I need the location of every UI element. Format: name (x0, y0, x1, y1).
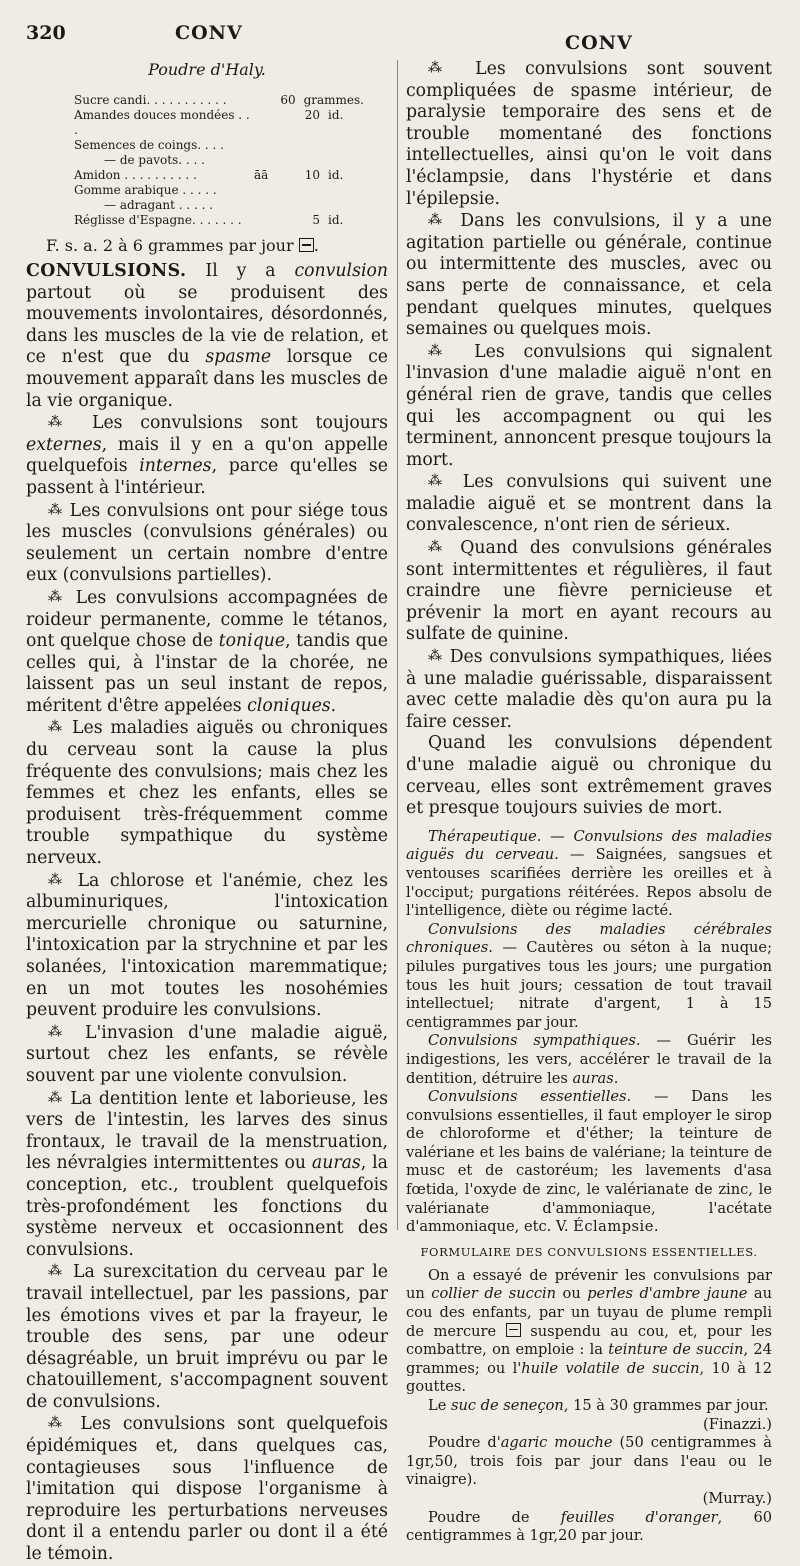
therapeutics-essential: Convulsions essentielles. — Dans les convulsions essentielles, il faut employer le sirop de chloroforme et d'éther; la teinture de valériane et les bains de valériane; la teinture de musc et de castoréum; les lavements d'asa fœtida, l'oxyde de zinc, le valérianate de zinc, le valérianate d'ammoniaque, l'acétate d'ammoniaque, etc. V. Éclampsie. (406, 1088, 772, 1236)
asterism-icon: ⁂ (48, 501, 64, 518)
asterism-icon: ⁂ (48, 719, 65, 736)
paragraph: ⁂ Les maladies aiguës ou chroniques du cerveau sont la cause la plus fréquente des convulsions; mais chez les femmes et chez les enfants, elles se produisent très-fréquemment comme trouble sympathique du système nerveux. (26, 718, 388, 869)
paragraph: ⁂ La surexcitation du cerveau par le travail intellectuel, par les passions, par les émotions vives et par la frayeur, le trouble des sens, par une odeur désagréable, un bruit imprévu ou par le chatouillement, s'accompagnent souvent de convulsions. (26, 1262, 389, 1412)
dosage-line: F. s. a. 2 à 6 grammes par jour . (46, 236, 319, 255)
asterism-icon: ⁂ (428, 539, 449, 556)
paragraph: ⁂ L'invasion d'une maladie aiguë, surtout chez les enfants, se révèle souvent par une violente convulsion. (26, 1022, 389, 1086)
recipe-row: Semences de coings. . . . (74, 138, 224, 152)
asterism-icon: ⁂ (428, 342, 456, 359)
section-title: FORMULAIRE DES CONVULSIONS ESSENTIELLES. (420, 1244, 758, 1259)
asterism-icon: ⁂ (48, 871, 68, 888)
paragraph: ⁂ Les convulsions ont pour siége tous les muscles (convulsions générales) ou seulement un certain nombre d'entre eux (convulsions partielles). (26, 500, 388, 586)
paragraph: ⁂ La dentition lente et laborieuse, les vers de l'intestin, les larves des sinus frontaux, le travail de la menstruation, les névralgies intermittentes ou auras, la conception, etc., troublent quelquefois très-profondément les fonctions du système nerveux et occasionnent des convulsions. (26, 1088, 389, 1260)
paragraph: ⁂ Les convulsions sont souvent compliquées de spasme intérieur, de paralysie temporaire des sens et de trouble momentané des fonctions intellectuelles, ainsi qu'on le voit dans l'éclampsie, dans l'hystérie et dans l'épilepsie. (406, 59, 772, 209)
paragraph: ⁂ Les convulsions sont toujours externes, mais il y en a qu'on appelle quelquefois internes, parce qu'elles se passent à l'intérieur. (26, 413, 388, 498)
asterism-icon: ⁂ (48, 588, 67, 605)
formulary-item: Poudre de feuilles d'oranger, 60 centigrammes à 1gr,20 par jour. (406, 1508, 773, 1545)
page-header (0, 18, 800, 54)
asterism-icon: ⁂ (48, 1089, 64, 1106)
running-head-right: CONV (565, 32, 633, 54)
asterism-icon: ⁂ (428, 473, 450, 490)
paragraph: ⁂ Quand des convulsions générales sont intermittentes et régulières, il faut craindre une fièvre pernicieuse et prévenir la mort en ayant recours au sulfate de quinine. (406, 538, 773, 645)
asterism-icon: ⁂ (428, 60, 456, 76)
mercury-symbol-icon (506, 1323, 521, 1337)
citation: (Finazzi.) (703, 1415, 772, 1433)
entry-convulsions: CONVULSIONS. Il y a convulsion partout où se produisent des mouvements involontaires, désordonnés, dans les muscles de la vie de relation, et ce n'est que du spasme lorsque ce mouvement apparaît dans les muscles de la vie organique. (26, 261, 388, 411)
asterism-icon: ⁂ (48, 414, 75, 431)
recipe-list (74, 93, 364, 228)
therapeutics-acute: Thérapeutique. — Convulsions des maladies aiguës du cerveau. — Saignées, sangsues et ventouses scarifiées derrière les oreilles et à l'occiput; purgations réitérées. Repos absolu de l'intelligence, diète ou régime lacté. (406, 827, 772, 920)
right-column (406, 58, 772, 1546)
citation: (Murray.) (702, 1489, 772, 1507)
paragraph: Quand les convulsions dépendent d'une maladie aiguë ou chronique du cerveau, elles sont extrêmement graves et presque toujours suivies de mort. (406, 733, 772, 819)
asterism-icon: ⁂ (48, 1415, 69, 1432)
cross-reference: Éclampsie (573, 1218, 654, 1236)
running-head-left: CONV (175, 22, 243, 44)
therapeutics-sympathetic: Convulsions sympathiques. — Guérir les indigestions, les vers, accélérer le travail de la dentition, détruire les auras. (406, 1032, 772, 1087)
formulary-paragraph: On a essayé de prévenir les convulsions par un collier de succin ou perles d'ambre jaune au cou des enfants, par un tuyau de plume rempli de mercure suspendu au cou, et, pour les combattre, on emploie : la teinture de succin, 24 grammes; ou l'huile volatile de succin, 10 à 12 gouttes. (406, 1266, 772, 1396)
therapeutics-chronic: Convulsions des maladies cérébrales chroniques. — Cautères ou séton à la nuque; pilules purgatives tous les jours; une purgation tous les huit jours; cessation de tout travail intellectuel; nitrate d'argent, 1 à 15 centigrammes par jour. (406, 920, 772, 1031)
recipe-row: Réglisse d'Espagne. . . . . . . 5 id. (74, 213, 344, 227)
asterism-icon: ⁂ (428, 648, 444, 665)
recipe-row: — de pavots. . . . (104, 153, 205, 167)
paragraph: ⁂ Les convulsions qui signalent l'invasion d'une maladie aiguë n'ont en général rien de grave, tandis que celles qui les accompagnent ou qui les terminent, annoncent presque toujours la mort. (406, 341, 773, 470)
formulary-item: Le suc de seneçon, 15 à 30 grammes par jour. (428, 1397, 769, 1414)
page-number: 320 (26, 22, 66, 44)
asterism-icon: ⁂ (48, 1023, 71, 1040)
formulary-item: Poudre d'agaric mouche (50 centigrammes à 1gr,50, trois fois par jour dans l'eau ou le vinaigre). (406, 1434, 772, 1489)
paragraph: ⁂ Les convulsions accompagnées de roideur permanente, comme le tétanos, ont quelque chose de tonique, tandis que celles qui, à l'instar de la chorée, ne laissent pas un seul instant de repos, méritent d'être appelées cloniques. (26, 587, 388, 716)
recipe-row: Gomme arabique . . . . . (74, 183, 217, 197)
recipe-row: Sucre candi. . . . . . . . . . . 60 grammes. (74, 93, 364, 107)
recipe-row: — adragant . . . . . (104, 198, 214, 212)
mercury-symbol-icon (299, 238, 314, 252)
paragraph: ⁂ Les convulsions qui suivent une maladie aiguë et se montrent dans la convalescence, n'ont rien de sérieux. (406, 472, 773, 536)
paragraph: ⁂ Les convulsions sont quelquefois épidémiques et, dans quelques cas, contagieuses sous l'influence de l'imitation qui dispose l'organisme à reproduire les perturbations nerveuses dont il a entendu parler ou dont il a été le témoin. (26, 1414, 388, 1565)
asterism-icon: ⁂ (428, 212, 449, 229)
recipe-row: Amandes douces mondées . . . 20 id. (74, 108, 344, 137)
asterism-icon: ⁂ (48, 1263, 65, 1280)
paragraph: ⁂ Des convulsions sympathiques, liées à une maladie guérissable, disparaissent avec cette maladie dès qu'on aura pu la faire cesser. (406, 647, 773, 732)
paragraph: ⁂ La chlorose et l'anémie, chez les albuminuriques, l'intoxication mercurielle chronique ou saturnine, l'intoxication par la strychnine et par les solanées, l'intoxication maremmatique; en un mot toutes les nosohémies peuvent produire les convulsions. (26, 870, 389, 1021)
column-divider (397, 60, 398, 1230)
entry-headword: CONVULSIONS. (26, 261, 187, 281)
paragraph: ⁂ Dans les convulsions, il y a une agitation partielle ou générale, continue ou intermittente des muscles, avec ou sans perte de connaissance, et cela pendant quelques minutes, quelques semaines ou quelques mois. (406, 211, 772, 340)
recipe-row: Amidon . . . . . . . . . . āā 10 id. (74, 168, 344, 182)
left-column (26, 56, 388, 1566)
formula-title: Poudre d'Haly. (148, 60, 266, 79)
